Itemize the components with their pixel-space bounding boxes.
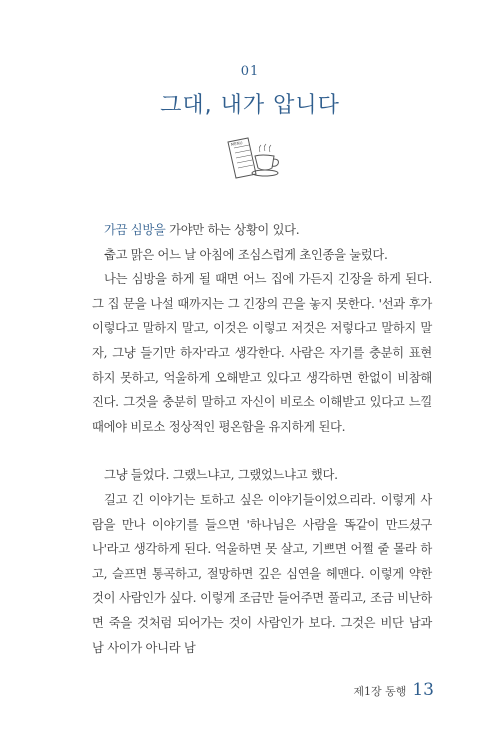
keyword: 가끔 심방을: [104, 223, 166, 237]
paragraph: 가끔 심방을 가야만 하는 상황이 있다.: [104, 223, 300, 237]
page-number: 13: [412, 680, 434, 700]
body-text: [92, 218, 432, 660]
paragraph: 나는 심방을 하게 될 때면 어느 집에 가든지 긴장을 하게 된다. 그 집 문을 나설 때까지는 그 긴장의 끈을 놓지 못한다. '선과 후가 이렇다고 말하지 말고, 이것은 이렇고 저것은 저렇다고 말하지 말자, 그냥 들기만 하자'라고 생각한다. 사람은 자기를 충분히 표현하지 못하고, 억울하게 오해받고 있다고 생각하면 한없이 비참해진다. 그것을 충분히 말하고 자신이 비로소 이해받고 있다고 느낄 때에야 비로소 정상적인 평온함을 유지하게 된다.: [92, 272, 432, 434]
menu-label: MENU: [230, 139, 243, 147]
paragraph: 춥고 맑은 어느 날 아침에 조심스럽게 초인종을 눌렀다.: [104, 247, 388, 262]
section-label: 제1장 동행: [353, 685, 407, 698]
chapter-number: 01: [240, 64, 260, 79]
page-footer: [353, 680, 434, 700]
paragraph: 그냥 들었다. 그랬느냐고, 그랬었느냐고 했다.: [104, 468, 338, 483]
chapter-title: 그대, 내가 압니다: [160, 93, 340, 118]
menu-card-and-teacup-icon: [222, 134, 284, 182]
paragraph: 길고 긴 이야기는 토하고 싶은 이야기들이었으리라. 이렇게 사람을 만나 이야기를 들으면 '하나님은 사람을 똑같이 만드셨구나'라고 생각하게 된다. 억울하면 못 살고, 기쁘면 어쩔 줄 몰라 하고, 슬프면 통곡하고, 절망하면 깊은 심연을 헤맨다. 이렇게 약한 것이 사람인가 싶다. 이렇게 조금만 들어주면 풀리고, 조금 비난하면 죽을 것처럼 되어가는 것이 사람인가 보다. 그것은 비단 남과 남 사이가 아니라 남: [92, 492, 432, 655]
